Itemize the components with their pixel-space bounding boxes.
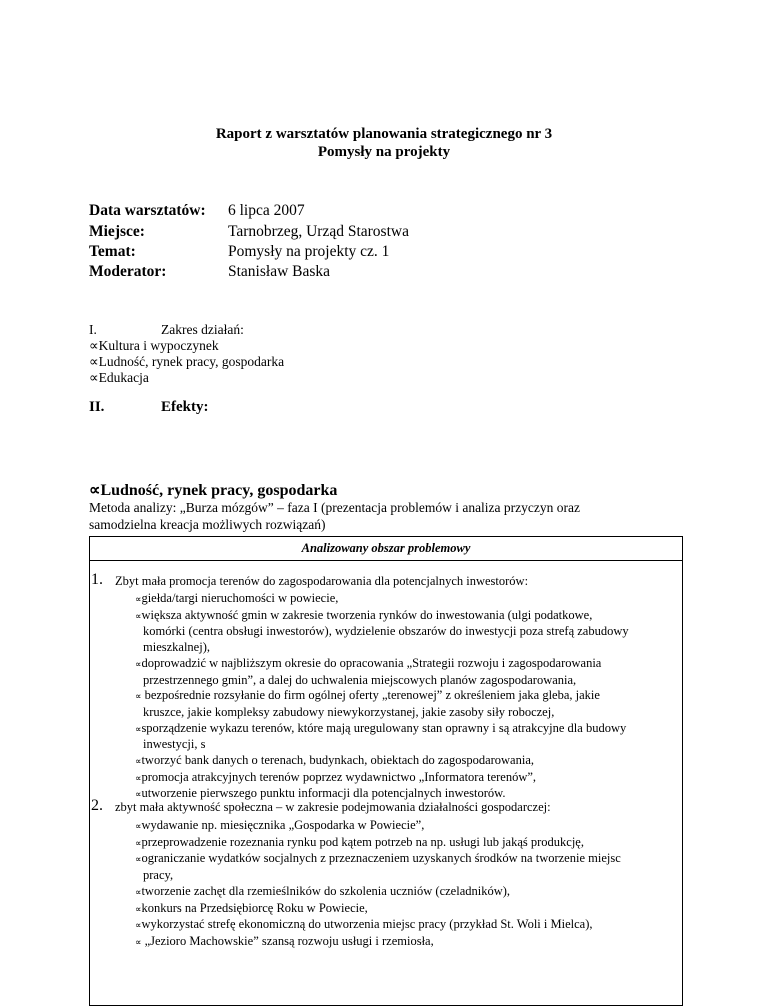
list-item: ∝wykorzystać strefę ekonomiczną do utworzenia miejsc pracy (przykład St. Woli i Mielca), (135, 917, 593, 932)
bullet-icon: ∝ (135, 854, 142, 865)
bullet-icon: ∝ (135, 610, 142, 621)
scope-numeral: I. (89, 322, 97, 337)
effects-heading: Efekty: (161, 399, 209, 415)
problem-items (135, 591, 675, 803)
problem-number: 2. (91, 797, 103, 814)
bullet-icon: ∝ (135, 789, 142, 800)
place-label: Miejsce: (89, 223, 145, 240)
moderator-label: Moderator: (89, 263, 167, 280)
bullet-icon: ∝ (135, 936, 142, 947)
list-item: ∝wydawanie np. miesięcznika „Gospodarka w Powiecie”, (135, 818, 425, 832)
list-item: ∝giełda/targi nieruchomości w powiecie, (135, 591, 339, 605)
bullet-icon: ∝ (135, 691, 142, 702)
report-subtitle: Pomysły na projekty (317, 144, 451, 160)
problem-items (135, 818, 675, 951)
list-item: ∝doprowadzić w najbliższym okresie do opracowania „Strategii rozwoju i zagospodarowania przestrzennego gmin”, a dalej do uchwalenia miejscowych planów zagospodarowania, (135, 655, 602, 687)
method-line: samodzielna kreacja możliwych rozwiązań) (89, 517, 326, 532)
bullet-icon: ∝ (135, 772, 142, 783)
list-item: ∝tworzyć bank danych o terenach, budynkach, obiektach do zagospodarowania, (135, 753, 534, 768)
list-item: ∝ bezpośrednie rozsyłanie do firm ogólnej oferty „terenowej” z określeniem jaka gleba, jakie kruszce, jakie kompleksy zabudowy niewykorzystanej, jakie zasoby siły roboczej, (135, 688, 600, 719)
bullet-icon: ∝ (89, 338, 99, 353)
scope-item: ∝Ludność, rynek pracy, gospodarka (89, 354, 285, 369)
list-item: ∝przeprowadzenie rozeznania rynku pod kątem potrzeb na np. usługi lub jakąś produkcję, (135, 834, 584, 849)
bullet-icon: ∝ (135, 658, 142, 669)
problem-table-header: Analizowany obszar problemowy (89, 536, 683, 561)
bullet-icon: ∝ (135, 756, 142, 767)
place-value: Tarnobrzeg, Urząd Starostwa (228, 223, 409, 240)
topic-label: Temat: (89, 243, 136, 260)
bullet-icon: ∝ (135, 837, 142, 848)
list-item: ∝ „Jezioro Machowskie” szansą rozwoju usługi i rzemiosła, (135, 933, 434, 948)
bullet-icon: ∝ (135, 821, 142, 831)
list-item: ∝większa aktywność gmin w zakresie tworzenia rynków do inwestowania (ulgi podatkowe, komórki (centra obsługi inwestorów), wydzielenie obszarów do inwestycji poza strefą zabudowy mieszkalnej), (135, 607, 629, 655)
date-label: Data warsztatów: (89, 202, 206, 219)
bullet-icon: ∝ (135, 886, 142, 897)
bullet-icon: ∝ (135, 594, 142, 604)
list-item: ∝sporządzenie wykazu terenów, które mają uregulowany stan oprawny i są atrakcyjne dla budowy inwestycji, s (135, 720, 627, 752)
list-item: ∝konkurs na Przedsiębiorcę Roku w Powiecie, (135, 900, 368, 915)
method-line: Metoda analizy: „Burza mózgów” – faza I (prezentacja problemów i analiza przyczyn oraz (89, 500, 580, 515)
scope-item: ∝Kultura i wypoczynek (89, 338, 219, 353)
bullet-icon: ∝ (89, 370, 99, 385)
list-item: ∝ograniczanie wydatków socjalnych z przeznaczeniem uzyskanych środków na tworzenie miejsc pracy, (135, 851, 621, 883)
area-heading: ∝Ludność, rynek pracy, gospodarka (89, 482, 338, 499)
scope-heading: Zakres działań: (161, 322, 244, 337)
list-item: ∝promocja atrakcyjnych terenów poprzez wydawnictwo „Informatora terenów”, (135, 769, 537, 784)
problem-number: 1. (91, 571, 103, 588)
effects-numeral: II. (89, 399, 105, 415)
bullet-icon: ∝ (89, 354, 99, 369)
bullet-icon: ∝ (135, 903, 142, 914)
moderator-value: Stanisław Baska (228, 263, 331, 280)
bullet-icon: ∝ (135, 723, 142, 734)
bullet-icon: ∝ (135, 920, 142, 931)
list-item: ∝utworzenie pierwszego punktu informacji dla potencjalnych inwestorów. (135, 786, 506, 801)
list-item: ∝tworzenie zachęt dla rzemieślników do szkolenia uczniów (czeladników), (135, 883, 511, 898)
report-title: Raport z warsztatów planowania strategicznego nr 3 (215, 126, 553, 142)
topic-value: Pomysły na projekty cz. 1 (228, 243, 390, 260)
scope-item: ∝Edukacja (89, 370, 149, 385)
date-value: 6 lipca 2007 (228, 202, 305, 219)
problem-text: zbyt mała aktywność społeczna – w zakresie podejmowania działalności gospodarczej: (115, 800, 551, 814)
problem-text: Zbyt mała promocja terenów do zagospodarowania dla potencjalnych inwestorów: (115, 574, 529, 588)
bullet-icon: ∝ (89, 482, 101, 499)
